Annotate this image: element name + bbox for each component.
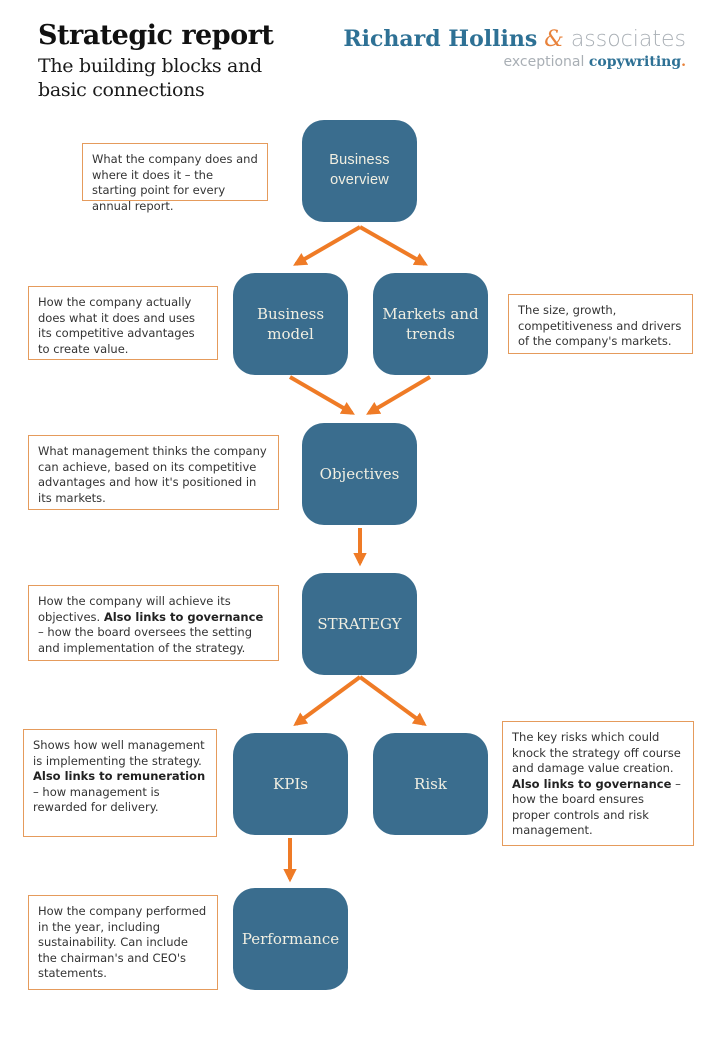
annotation-risk [502,721,694,846]
annotation-markets-and-trends [508,294,693,354]
annotation-strategy [28,585,279,661]
node-markets-and-trends [373,273,488,375]
arrow-overview-to-markets [360,227,425,264]
annotation-business-model [28,286,218,360]
node-objectives [302,423,417,525]
node-risk [373,733,488,835]
node-label: Performance [241,929,340,948]
note-text: How the company performed in the year, including sustainability. Can include the chairman's and CEO's statements. [38,904,207,981]
note-text: The size, growth, competitiveness and drivers of the company's markets. [518,303,682,349]
node-label: KPIs [273,774,308,793]
note-text: Shows how well management is implementing the strategy. [33,738,205,768]
logo-name-light: associates [570,27,686,52]
node-kpis [233,733,348,835]
annotation-business-overview [82,143,268,213]
node-business-overview [302,120,417,222]
company-logo [343,26,686,70]
node-label: Markets and trends [382,304,479,343]
node-label: Business overview [329,152,390,188]
logo-tagline [343,54,686,70]
page-subtitle: The building blocks and basic connections [38,55,262,102]
page-title: Strategic report [38,20,274,51]
logo-tagline-period: . [681,54,686,70]
note-text: – how management is rewarded for delivery. [33,784,160,815]
note-text: How the company will achieve its objectives. [38,594,231,624]
logo-name-line [343,26,686,52]
logo-tagline-bold: copywriting [588,54,682,70]
note-bold-text: Also links to remuneration [33,769,206,784]
node-strategy [302,573,417,675]
logo-name-bold: Richard Hollins [343,26,538,52]
annotation-kpis [23,729,217,837]
arrow-model-to-objectives [290,377,352,413]
node-label: Risk [414,774,447,793]
note-bold-text: Also links to governance [512,776,672,791]
arrow-strategy-to-kpis [296,677,360,724]
arrow-markets-to-objectives [369,377,430,413]
note-text: How the company actually does what it does and uses its competitive advantages to create value. [38,295,196,356]
note-text: What management thinks the company can achieve, based on its competitive advantages and how it's positioned in its markets. [38,444,267,505]
note-bold-text: Also links to governance [103,609,264,624]
logo-ampersand: & [544,27,564,52]
note-text: What the company does and where it does it – the starting point for every annual report. [92,152,258,213]
node-business-model [233,273,348,375]
note-text: – how the board ensures proper controls and risk management. [512,776,681,838]
annotation-objectives [28,435,279,510]
node-performance [233,888,348,990]
logo-tagline-light: exceptional [503,54,585,70]
annotation-performance [28,895,218,990]
note-text: The key risks which could knock the strategy off course and damage value creation. [512,730,681,776]
node-label: Business model [256,304,325,343]
node-label: Objectives [319,464,400,483]
arrow-overview-to-model [296,227,360,264]
arrow-strategy-to-risk [360,677,424,724]
note-text: – how the board oversees the setting and implementation of the strategy. [38,625,253,655]
node-label: STRATEGY [317,614,402,633]
